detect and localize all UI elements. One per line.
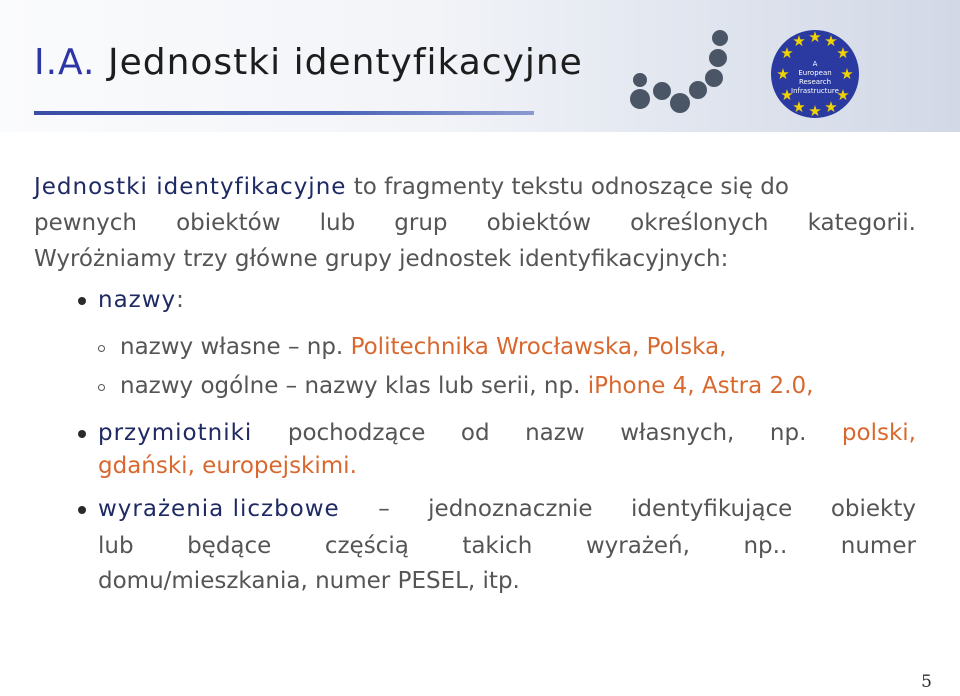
intro-line1-rest: to fragmenty tekstu odnoszące się do (353, 174, 789, 200)
word: identyfikujące (631, 496, 793, 522)
intro-line-1 (34, 174, 789, 200)
word: lub (319, 210, 356, 236)
svg-text:★: ★ (824, 98, 838, 116)
word: grup (394, 210, 448, 236)
bullet-wyrazenia-line-2 (98, 533, 916, 559)
word: od (460, 420, 490, 446)
page-number: 5 (921, 672, 932, 692)
bullet-przymiotniki-label: przymiotniki (98, 420, 253, 446)
svg-text:★: ★ (776, 65, 790, 83)
sub-item-nazwy-ogolne (120, 373, 813, 399)
word: obiektów (176, 210, 281, 236)
title-prefix: I.A. (34, 42, 96, 83)
logo-text-3: Infrastructure (791, 87, 839, 95)
sub-bullet-dot (98, 345, 105, 352)
example-text: polski, (841, 420, 916, 446)
word: określonych (630, 210, 769, 236)
sub-item-example: Politechnika Wrocławska, Polska, (350, 334, 727, 360)
word: własnych, (620, 420, 735, 446)
bullet-przymiotniki-line-1 (98, 420, 916, 446)
bullet-wyrazenia-line-1 (98, 496, 916, 522)
svg-text:★: ★ (836, 44, 850, 62)
word: kategorii. (807, 210, 916, 236)
svg-text:★: ★ (780, 86, 794, 104)
word: obiektów (486, 210, 592, 236)
word: np. (769, 420, 807, 446)
bullet-nazwy (98, 287, 184, 313)
sub-bullet-dot (98, 384, 105, 391)
word: lub (98, 533, 134, 559)
svg-text:★: ★ (824, 32, 838, 50)
word: – (378, 496, 390, 522)
title-text: Jednostki identyfikacyjne (107, 42, 583, 83)
sub-item-text: nazwy ogólne – nazwy klas lub serii, np. (120, 373, 588, 399)
logo-text-2: Research (798, 78, 832, 86)
word: nazw (525, 420, 585, 446)
sub-item-nazwy-wlasne (120, 334, 726, 360)
word: częścią (324, 533, 409, 559)
word: takich (462, 533, 533, 559)
word: numer (840, 533, 916, 559)
svg-text:★: ★ (840, 65, 854, 83)
svg-text:★: ★ (808, 102, 822, 120)
bullet-dot (78, 430, 86, 438)
sub-item-example: iPhone 4, Astra 2.0, (587, 373, 814, 399)
bullet-wyrazenia-line-3: domu/mieszkania, numer PESEL, itp. (98, 568, 520, 594)
word: jednoznacznie (428, 496, 593, 522)
logo-text-0: A (812, 60, 818, 68)
svg-text:★: ★ (792, 32, 806, 50)
word: obiekty (830, 496, 916, 522)
word: np.. (743, 533, 788, 559)
svg-text:★: ★ (836, 86, 850, 104)
bullet-nazwy-colon: : (176, 287, 184, 313)
bullet-wyrazenia-label: wyrażenia liczbowe (98, 496, 340, 522)
word: wyrażeń, (585, 533, 690, 559)
sub-item-text: nazwy własne – np. (120, 334, 351, 360)
intro-line-3: Wyróżniamy trzy główne grupy jednostek identyfikacyjnych: (34, 246, 729, 272)
word: pewnych (34, 210, 137, 236)
intro-line-2 (34, 210, 916, 236)
intro-term: Jednostki identyfikacyjne (34, 174, 347, 200)
word: pochodzące (287, 420, 426, 446)
bullet-dot (78, 297, 86, 305)
logo-text-1: European (798, 69, 832, 77)
word: będące (187, 533, 272, 559)
bullet-przymiotniki-line-2: gdański, europejskimi. (98, 453, 357, 479)
bullet-dot (78, 506, 86, 514)
svg-text:★: ★ (780, 44, 794, 62)
svg-text:★: ★ (808, 28, 822, 46)
svg-text:★: ★ (792, 98, 806, 116)
bullet-nazwy-label: nazwy (98, 287, 177, 313)
